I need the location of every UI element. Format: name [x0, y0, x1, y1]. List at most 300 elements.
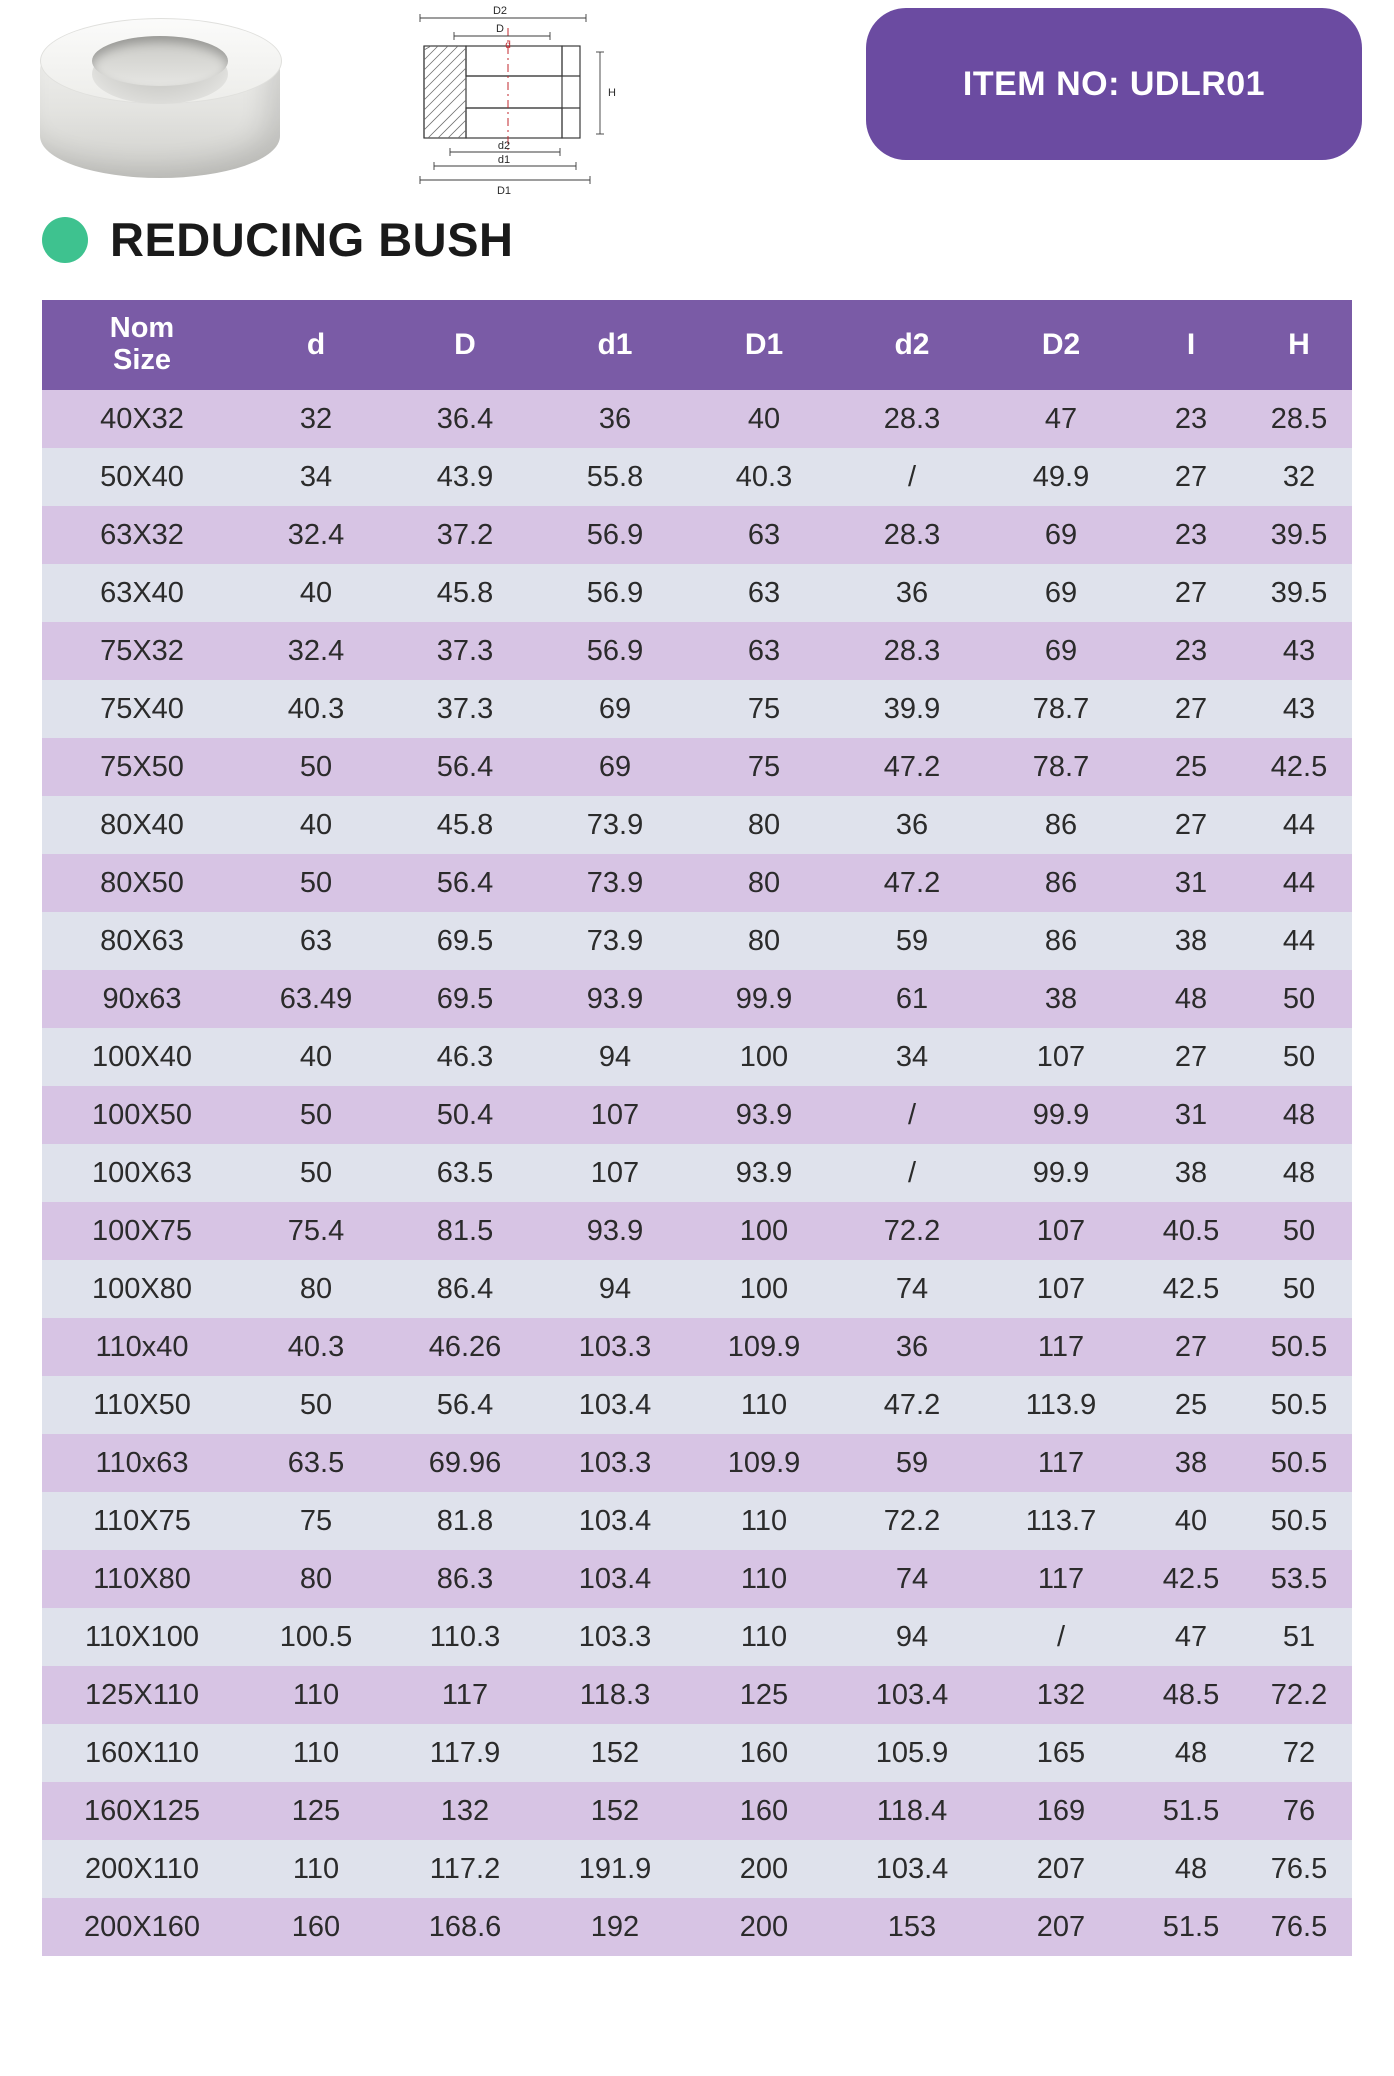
- cell-value: 160: [242, 1898, 390, 1956]
- cell-value: 45.8: [390, 564, 540, 622]
- cell-value: 80: [242, 1260, 390, 1318]
- cell-value: 56.4: [390, 854, 540, 912]
- cell-nom-size: 100X50: [42, 1086, 242, 1144]
- cell-value: 40.3: [242, 1318, 390, 1376]
- cell-value: 40: [242, 564, 390, 622]
- cell-value: 109.9: [690, 1318, 838, 1376]
- table-row: [42, 854, 1352, 912]
- table-row: [42, 1434, 1352, 1492]
- cell-nom-size: 110x40: [42, 1318, 242, 1376]
- cell-value: 47: [1136, 1608, 1246, 1666]
- table-row: [42, 680, 1352, 738]
- cell-value: 100.5: [242, 1608, 390, 1666]
- cell-value: 113.7: [986, 1492, 1136, 1550]
- cell-value: 107: [540, 1086, 690, 1144]
- cell-nom-size: 75X40: [42, 680, 242, 738]
- drawing-label-d1: d1: [497, 154, 511, 166]
- cell-value: 31: [1136, 854, 1246, 912]
- cell-value: 42.5: [1136, 1260, 1246, 1318]
- cell-value: 200: [690, 1840, 838, 1898]
- cell-value: 81.8: [390, 1492, 540, 1550]
- cell-value: 44: [1246, 912, 1352, 970]
- cell-value: 153: [838, 1898, 986, 1956]
- product-photo-bore: [92, 36, 228, 86]
- cell-value: 48: [1136, 1840, 1246, 1898]
- cell-value: 45.8: [390, 796, 540, 854]
- table-header-row: [42, 300, 1352, 390]
- cell-value: 36.4: [390, 390, 540, 448]
- cell-value: 113.9: [986, 1376, 1136, 1434]
- cell-value: 107: [986, 1260, 1136, 1318]
- cell-value: 86.4: [390, 1260, 540, 1318]
- cell-nom-size: 200X160: [42, 1898, 242, 1956]
- cell-value: 93.9: [690, 1086, 838, 1144]
- cell-value: 25: [1136, 1376, 1246, 1434]
- cell-value: 50: [242, 854, 390, 912]
- table-row: [42, 796, 1352, 854]
- cell-value: 118.3: [540, 1666, 690, 1724]
- cell-value: 78.7: [986, 680, 1136, 738]
- cell-value: 63: [690, 622, 838, 680]
- cell-value: 191.9: [540, 1840, 690, 1898]
- cell-value: 100: [690, 1260, 838, 1318]
- cell-nom-size: 63X32: [42, 506, 242, 564]
- cell-value: 63.5: [242, 1434, 390, 1492]
- cell-value: 100: [690, 1202, 838, 1260]
- cell-value: 110.3: [390, 1608, 540, 1666]
- cell-value: 76.5: [1246, 1898, 1352, 1956]
- cell-value: 125: [690, 1666, 838, 1724]
- cell-value: 132: [986, 1666, 1136, 1724]
- cell-value: 50: [1246, 1202, 1352, 1260]
- technical-drawing: [400, 4, 660, 219]
- cell-value: 40: [1136, 1492, 1246, 1550]
- cell-value: 109.9: [690, 1434, 838, 1492]
- cell-value: 32.4: [242, 622, 390, 680]
- table-row: [42, 1550, 1352, 1608]
- cell-value: 28.3: [838, 622, 986, 680]
- cell-value: 56.9: [540, 564, 690, 622]
- cell-value: 94: [838, 1608, 986, 1666]
- table-row: [42, 1608, 1352, 1666]
- column-header-D: D: [390, 300, 540, 390]
- cell-value: 39.9: [838, 680, 986, 738]
- cell-value: 72: [1246, 1724, 1352, 1782]
- cell-value: 94: [540, 1260, 690, 1318]
- cell-value: 40: [690, 390, 838, 448]
- cell-value: 207: [986, 1898, 1136, 1956]
- column-header-D1: D1: [690, 300, 838, 390]
- cell-value: 69: [986, 622, 1136, 680]
- cell-value: 75: [690, 738, 838, 796]
- cell-value: 103.3: [540, 1608, 690, 1666]
- cell-value: 36: [838, 1318, 986, 1376]
- cell-value: 86: [986, 796, 1136, 854]
- cell-value: 50.5: [1246, 1376, 1352, 1434]
- cell-value: 28.5: [1246, 390, 1352, 448]
- cell-value: /: [838, 1144, 986, 1202]
- table-row: [42, 1840, 1352, 1898]
- cell-value: 74: [838, 1260, 986, 1318]
- cell-value: 103.4: [838, 1666, 986, 1724]
- page-title: REDUCING BUSH: [110, 213, 514, 266]
- dimensions-table-wrap: [42, 300, 1352, 1956]
- bullet-dot-icon: [42, 217, 88, 263]
- cell-value: 80: [690, 912, 838, 970]
- cell-value: /: [986, 1608, 1136, 1666]
- cell-value: 59: [838, 912, 986, 970]
- cell-value: 27: [1136, 796, 1246, 854]
- cell-value: 207: [986, 1840, 1136, 1898]
- technical-drawing-svg: [400, 4, 660, 219]
- cell-value: 117: [986, 1550, 1136, 1608]
- cell-value: 107: [540, 1144, 690, 1202]
- cell-value: 59: [838, 1434, 986, 1492]
- cell-value: 69.5: [390, 912, 540, 970]
- cell-value: 165: [986, 1724, 1136, 1782]
- cell-value: 63.5: [390, 1144, 540, 1202]
- cell-nom-size: 40X32: [42, 390, 242, 448]
- cell-value: 200: [690, 1898, 838, 1956]
- column-header-D2: D2: [986, 300, 1136, 390]
- table-row: [42, 1086, 1352, 1144]
- cell-value: 110: [242, 1666, 390, 1724]
- cell-value: 73.9: [540, 796, 690, 854]
- column-header-nom-line2: Size: [112, 344, 172, 376]
- cell-nom-size: 63X40: [42, 564, 242, 622]
- table-row: [42, 1666, 1352, 1724]
- cell-value: 78.7: [986, 738, 1136, 796]
- cell-value: 93.9: [540, 1202, 690, 1260]
- cell-value: 117.9: [390, 1724, 540, 1782]
- cell-value: 34: [242, 448, 390, 506]
- cell-value: 38: [1136, 912, 1246, 970]
- cell-value: 48: [1136, 1724, 1246, 1782]
- cell-value: 40.5: [1136, 1202, 1246, 1260]
- cell-nom-size: 100X40: [42, 1028, 242, 1086]
- cell-value: 47.2: [838, 1376, 986, 1434]
- cell-value: 36: [838, 564, 986, 622]
- table-row: [42, 1782, 1352, 1840]
- cell-value: 72.2: [838, 1202, 986, 1260]
- cell-value: 160: [690, 1724, 838, 1782]
- cell-value: 110: [690, 1608, 838, 1666]
- table-row: [42, 912, 1352, 970]
- cell-value: 50: [1246, 1028, 1352, 1086]
- cell-value: 63: [690, 506, 838, 564]
- cell-value: 50: [242, 1086, 390, 1144]
- cell-value: 50: [1246, 970, 1352, 1028]
- cell-value: 80: [242, 1550, 390, 1608]
- cell-value: 53.5: [1246, 1550, 1352, 1608]
- cell-value: 51.5: [1136, 1898, 1246, 1956]
- product-photo: [30, 8, 290, 213]
- cell-value: 49.9: [986, 448, 1136, 506]
- cell-value: 69: [986, 506, 1136, 564]
- cell-value: 86: [986, 854, 1136, 912]
- cell-value: 63.49: [242, 970, 390, 1028]
- cell-value: 168.6: [390, 1898, 540, 1956]
- cell-nom-size: 110X100: [42, 1608, 242, 1666]
- cell-value: 103.3: [540, 1434, 690, 1492]
- cell-value: 86.3: [390, 1550, 540, 1608]
- cell-value: 63: [690, 564, 838, 622]
- cell-value: 39.5: [1246, 506, 1352, 564]
- table-row: [42, 622, 1352, 680]
- cell-value: 36: [838, 796, 986, 854]
- cell-nom-size: 100X75: [42, 1202, 242, 1260]
- table-row: [42, 1492, 1352, 1550]
- cell-value: 75: [690, 680, 838, 738]
- cell-value: 48.5: [1136, 1666, 1246, 1724]
- table-row: [42, 1898, 1352, 1956]
- cell-value: 107: [986, 1028, 1136, 1086]
- cell-value: 40: [242, 796, 390, 854]
- cell-value: 110: [690, 1376, 838, 1434]
- cell-value: 117: [390, 1666, 540, 1724]
- cell-value: 132: [390, 1782, 540, 1840]
- cell-value: 50: [242, 1144, 390, 1202]
- column-header-d: d: [242, 300, 390, 390]
- cell-value: 169: [986, 1782, 1136, 1840]
- cell-value: 105.9: [838, 1724, 986, 1782]
- cell-value: 32.4: [242, 506, 390, 564]
- cell-value: 32: [242, 390, 390, 448]
- cell-value: 50: [242, 1376, 390, 1434]
- cell-value: 48: [1246, 1086, 1352, 1144]
- cell-value: 47: [986, 390, 1136, 448]
- cell-value: 103.4: [540, 1376, 690, 1434]
- cell-value: 27: [1136, 680, 1246, 738]
- table-row: [42, 1318, 1352, 1376]
- cell-nom-size: 75X32: [42, 622, 242, 680]
- cell-value: 28.3: [838, 506, 986, 564]
- cell-value: 75.4: [242, 1202, 390, 1260]
- cell-nom-size: 100X80: [42, 1260, 242, 1318]
- cell-value: 80: [690, 854, 838, 912]
- cell-value: 48: [1136, 970, 1246, 1028]
- table-row: [42, 970, 1352, 1028]
- cell-value: 37.2: [390, 506, 540, 564]
- cell-value: 94: [540, 1028, 690, 1086]
- cell-value: 47.2: [838, 738, 986, 796]
- cell-value: 103.3: [540, 1318, 690, 1376]
- cell-value: 36: [540, 390, 690, 448]
- cell-value: 50.4: [390, 1086, 540, 1144]
- cell-value: 47.2: [838, 854, 986, 912]
- cell-value: 43.9: [390, 448, 540, 506]
- cell-value: 25: [1136, 738, 1246, 796]
- cell-value: 69: [540, 680, 690, 738]
- cell-value: 46.3: [390, 1028, 540, 1086]
- cell-value: 117: [986, 1318, 1136, 1376]
- cell-value: 152: [540, 1782, 690, 1840]
- cell-value: 38: [986, 970, 1136, 1028]
- cell-value: 99.9: [690, 970, 838, 1028]
- column-header-nom-line1: Nom: [109, 312, 175, 345]
- cell-value: 40.3: [690, 448, 838, 506]
- drawing-label-D2: D2: [492, 5, 508, 17]
- cell-value: 43: [1246, 622, 1352, 680]
- cell-value: 55.8: [540, 448, 690, 506]
- cell-value: 73.9: [540, 854, 690, 912]
- cell-value: 110: [690, 1492, 838, 1550]
- cell-nom-size: 160X110: [42, 1724, 242, 1782]
- cell-value: 99.9: [986, 1144, 1136, 1202]
- cell-value: 110: [242, 1840, 390, 1898]
- table-row: [42, 738, 1352, 796]
- cell-value: 23: [1136, 390, 1246, 448]
- column-header-nom-size: [42, 300, 242, 390]
- cell-value: 48: [1246, 1144, 1352, 1202]
- cell-value: 56.9: [540, 506, 690, 564]
- cell-value: 125: [242, 1782, 390, 1840]
- cell-value: 50: [242, 738, 390, 796]
- cell-nom-size: 200X110: [42, 1840, 242, 1898]
- cell-value: 40.3: [242, 680, 390, 738]
- table-row: [42, 564, 1352, 622]
- cell-value: 69: [986, 564, 1136, 622]
- cell-value: 160: [690, 1782, 838, 1840]
- table-body: [42, 390, 1352, 1956]
- cell-value: 103.4: [540, 1492, 690, 1550]
- cell-value: 117.2: [390, 1840, 540, 1898]
- cell-value: 31: [1136, 1086, 1246, 1144]
- cell-nom-size: 90x63: [42, 970, 242, 1028]
- drawing-label-D: D: [496, 23, 504, 35]
- cell-value: 37.3: [390, 622, 540, 680]
- cell-value: 42.5: [1136, 1550, 1246, 1608]
- cell-value: 23: [1136, 622, 1246, 680]
- cell-value: 81.5: [390, 1202, 540, 1260]
- table-row: [42, 1202, 1352, 1260]
- cell-nom-size: 110X50: [42, 1376, 242, 1434]
- cell-value: 99.9: [986, 1086, 1136, 1144]
- cell-value: 38: [1136, 1144, 1246, 1202]
- cell-value: 32: [1246, 448, 1352, 506]
- cell-nom-size: 75X50: [42, 738, 242, 796]
- cell-value: 50.5: [1246, 1318, 1352, 1376]
- cell-value: 37.3: [390, 680, 540, 738]
- cell-value: 80: [690, 796, 838, 854]
- cell-value: 27: [1136, 1028, 1246, 1086]
- table-row: [42, 390, 1352, 448]
- cell-nom-size: 110X75: [42, 1492, 242, 1550]
- cell-value: 192: [540, 1898, 690, 1956]
- cell-nom-size: 100X63: [42, 1144, 242, 1202]
- item-number-label: ITEM NO: UDLR01: [962, 64, 1266, 103]
- cell-value: 103.4: [838, 1840, 986, 1898]
- table-row: [42, 1376, 1352, 1434]
- cell-value: 100: [690, 1028, 838, 1086]
- cell-nom-size: 80X63: [42, 912, 242, 970]
- cell-value: 23: [1136, 506, 1246, 564]
- cell-value: 75: [242, 1492, 390, 1550]
- cell-value: 93.9: [540, 970, 690, 1028]
- cell-value: 39.5: [1246, 564, 1352, 622]
- cell-value: 43: [1246, 680, 1352, 738]
- cell-value: 107: [986, 1202, 1136, 1260]
- cell-value: 56.4: [390, 738, 540, 796]
- cell-value: 27: [1136, 1318, 1246, 1376]
- cell-nom-size: 80X40: [42, 796, 242, 854]
- cell-value: 72.2: [838, 1492, 986, 1550]
- cell-value: 51: [1246, 1608, 1352, 1666]
- drawing-label-H: H: [608, 87, 616, 99]
- cell-value: 44: [1246, 796, 1352, 854]
- cell-value: 27: [1136, 564, 1246, 622]
- header-area: [0, 0, 1394, 240]
- cell-value: 93.9: [690, 1144, 838, 1202]
- table-row: [42, 1724, 1352, 1782]
- cell-nom-size: 50X40: [42, 448, 242, 506]
- cell-value: 110: [690, 1550, 838, 1608]
- cell-value: 69.96: [390, 1434, 540, 1492]
- cell-value: 46.26: [390, 1318, 540, 1376]
- cell-value: /: [838, 1086, 986, 1144]
- cell-value: 86: [986, 912, 1136, 970]
- cell-nom-size: 160X125: [42, 1782, 242, 1840]
- cell-value: 152: [540, 1724, 690, 1782]
- cell-value: 118.4: [838, 1782, 986, 1840]
- cell-value: 27: [1136, 448, 1246, 506]
- dimensions-table: [42, 300, 1352, 1956]
- cell-value: 103.4: [540, 1550, 690, 1608]
- cell-value: 56.4: [390, 1376, 540, 1434]
- cell-value: 28.3: [838, 390, 986, 448]
- cell-value: 63: [242, 912, 390, 970]
- drawing-label-D1: D1: [496, 185, 512, 197]
- column-header-d1: d1: [540, 300, 690, 390]
- cell-value: 42.5: [1246, 738, 1352, 796]
- table-row: [42, 1260, 1352, 1318]
- table-row: [42, 506, 1352, 564]
- table-row: [42, 448, 1352, 506]
- table-header: [42, 300, 1352, 390]
- cell-value: 56.9: [540, 622, 690, 680]
- cell-value: 73.9: [540, 912, 690, 970]
- cell-nom-size: 80X50: [42, 854, 242, 912]
- cell-nom-size: 125X110: [42, 1666, 242, 1724]
- cell-value: 40: [242, 1028, 390, 1086]
- cell-nom-size: 110X80: [42, 1550, 242, 1608]
- cell-value: 110: [242, 1724, 390, 1782]
- cell-nom-size: 110x63: [42, 1434, 242, 1492]
- drawing-label-d2: d2: [497, 140, 511, 152]
- cell-value: 50.5: [1246, 1434, 1352, 1492]
- item-number-badge: [866, 8, 1362, 160]
- table-row: [42, 1028, 1352, 1086]
- cell-value: 117: [986, 1434, 1136, 1492]
- cell-value: 38: [1136, 1434, 1246, 1492]
- column-header-I: I: [1136, 300, 1246, 390]
- table-row: [42, 1144, 1352, 1202]
- cell-value: /: [838, 448, 986, 506]
- drawing-label-d: d: [505, 40, 511, 51]
- cell-value: 74: [838, 1550, 986, 1608]
- cell-value: 61: [838, 970, 986, 1028]
- cell-value: 50.5: [1246, 1492, 1352, 1550]
- column-header-H: H: [1246, 300, 1352, 390]
- cell-value: 51.5: [1136, 1782, 1246, 1840]
- cell-value: 69: [540, 738, 690, 796]
- cell-value: 50: [1246, 1260, 1352, 1318]
- cell-value: 34: [838, 1028, 986, 1086]
- cell-value: 72.2: [1246, 1666, 1352, 1724]
- product-title-row: [42, 212, 513, 267]
- column-header-d2: d2: [838, 300, 986, 390]
- cell-value: 44: [1246, 854, 1352, 912]
